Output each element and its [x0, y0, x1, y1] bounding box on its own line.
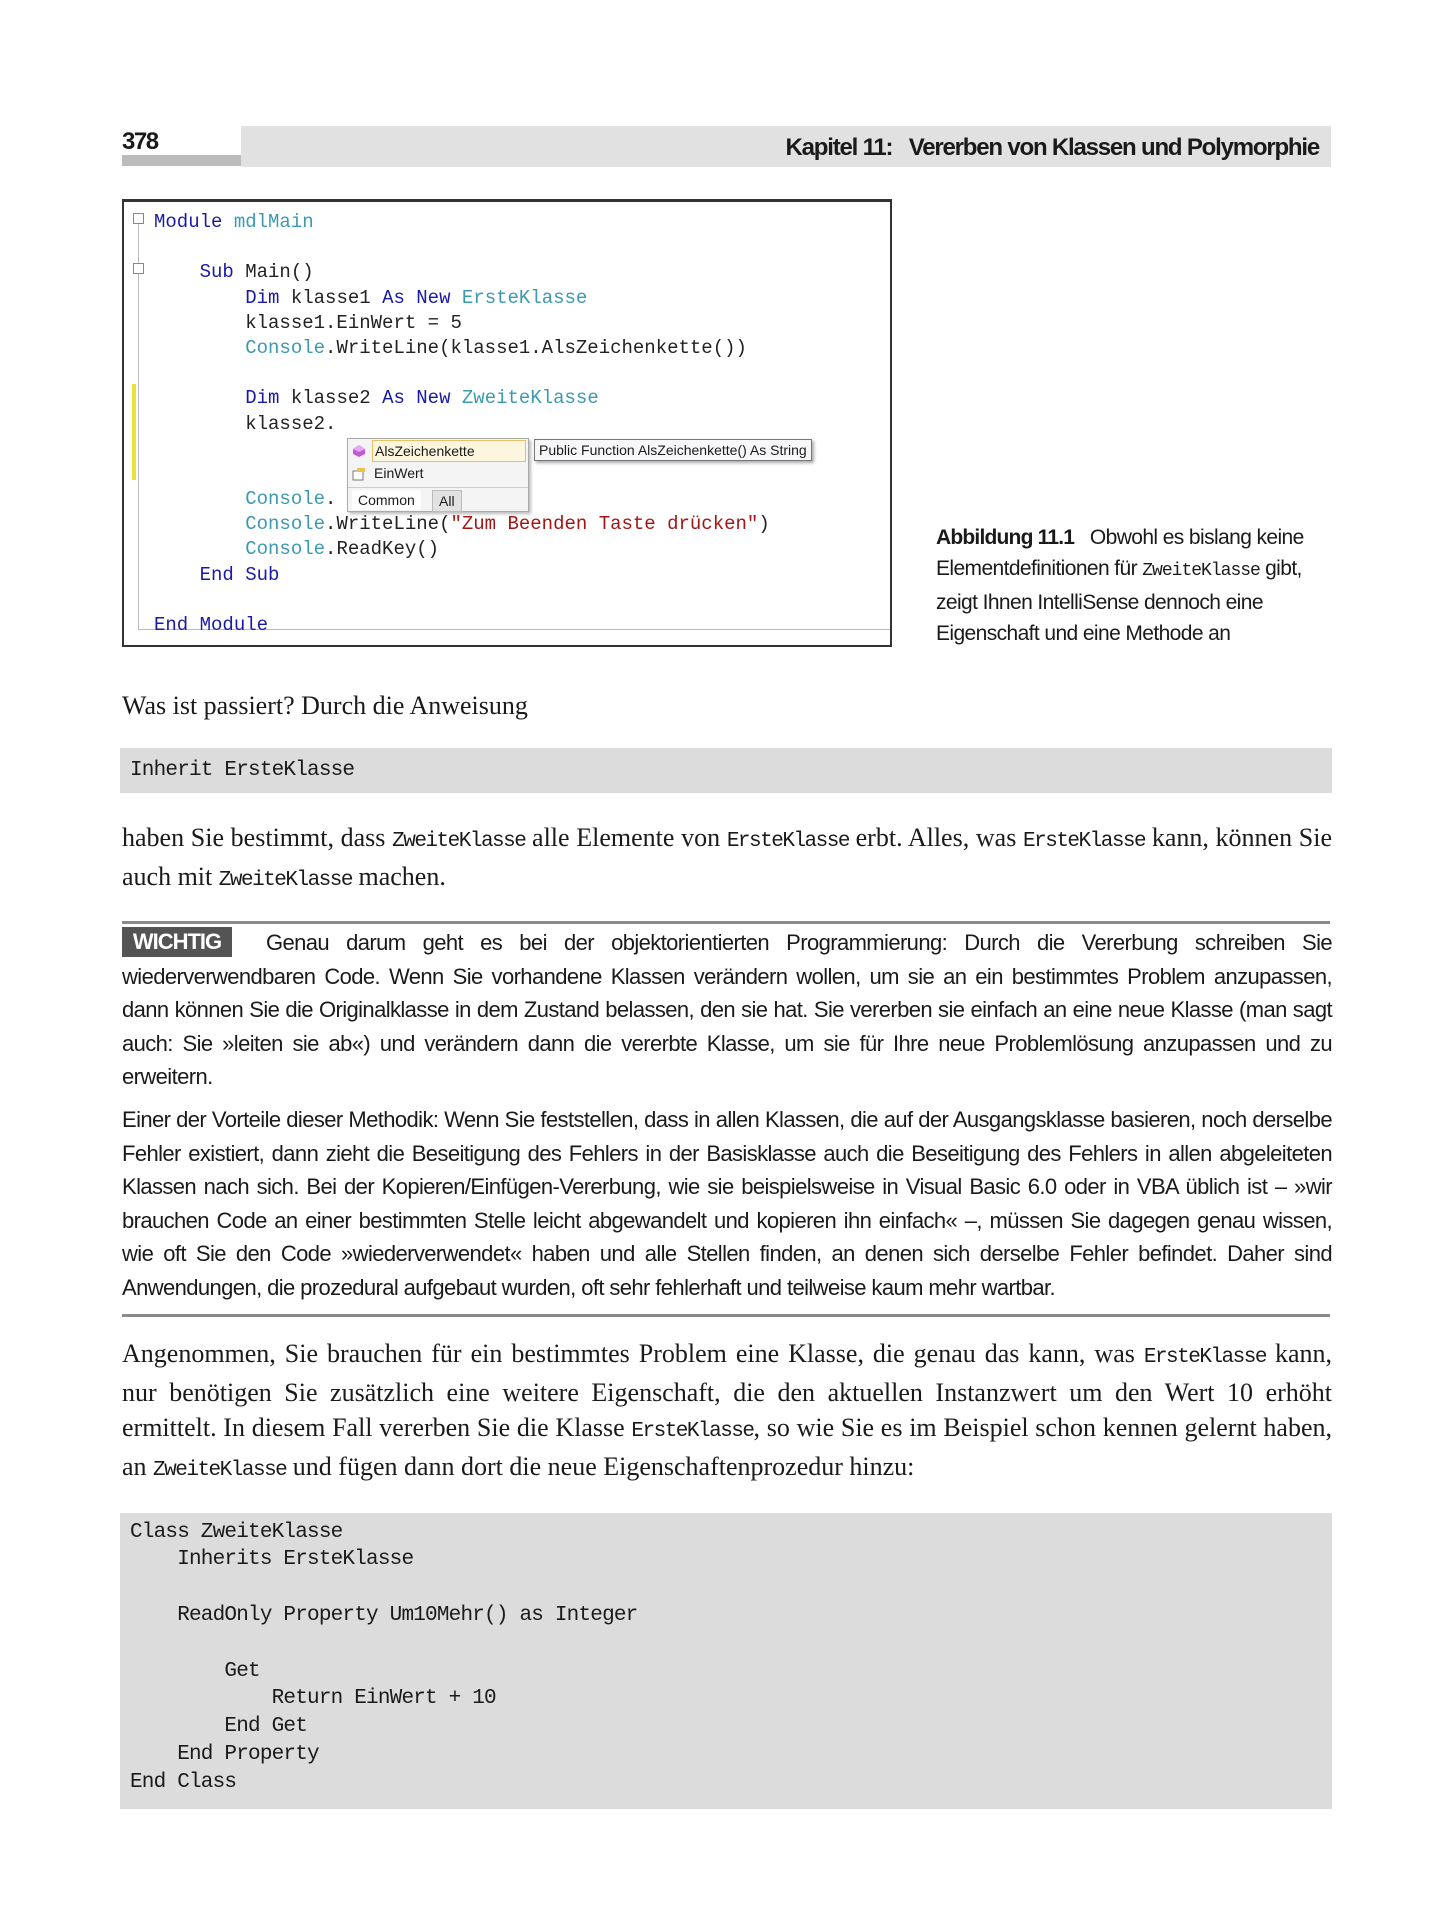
- intellisense-item[interactable]: [348, 463, 528, 485]
- code-token: [451, 287, 462, 309]
- code-token: New: [416, 286, 451, 309]
- tab-common[interactable]: Common: [352, 490, 421, 510]
- code-token: Dim: [245, 286, 280, 309]
- ide-screenshot-figure: [122, 199, 892, 647]
- code-block: [120, 1513, 1332, 1809]
- code-line: [154, 386, 770, 411]
- code-token: [154, 287, 245, 309]
- code-line: [154, 260, 770, 285]
- code-token: [154, 538, 245, 560]
- code-token: [154, 513, 245, 535]
- code-token: Dim: [245, 387, 280, 410]
- code-token: mdlMain: [233, 211, 314, 233]
- code-token: Console: [245, 513, 326, 536]
- code-token: [405, 387, 416, 409]
- note-bottom-rule: [122, 1314, 1330, 1317]
- code-token: .WriteLine(: [325, 513, 451, 536]
- intellisense-item[interactable]: [348, 440, 528, 462]
- code-token: Console: [245, 538, 326, 561]
- code-token: End Module: [154, 614, 269, 636]
- code-line: [154, 512, 770, 537]
- text-run: erbt. Alles, was: [848, 823, 1024, 852]
- code-token: Module: [154, 211, 234, 233]
- code-token: [154, 261, 200, 283]
- code-token: .: [325, 488, 337, 511]
- text-run: Angenommen, Sie brauchen für ein bestimmtes Problem eine Klasse, die genau das kann, was: [122, 1338, 1144, 1368]
- caption-text: Obwohl es bislang keine Elementdefinitionen für: [936, 526, 1304, 580]
- code-token: As: [382, 387, 405, 410]
- inline-code: ZweiteKlasse: [218, 869, 352, 892]
- code-token: klasse2: [279, 387, 383, 410]
- caption-text: gibt, zeigt Ihnen IntelliSense dennoch eine Eigenschaft und eine Methode an: [936, 557, 1302, 645]
- intellisense-item-label: AlsZeichenkette: [372, 440, 526, 462]
- code-token: [405, 287, 416, 309]
- code-text: Class ZweiteKlasse Inherits ErsteKlasse ReadOnly Property Um10Mehr() as Integer Get Return EinWert + 10 End Get End Property End Class: [130, 1520, 638, 1794]
- inline-code: ZweiteKlasse: [392, 830, 526, 853]
- note-text-1: Genau darum geht es bei der objektorientierten Programmierung: Durch die Vererbung schreiben Sie wiederverwendbaren Code. Wenn Sie vorhandene Klassen verändern wollen, um sie an ein bestimmtes Problem anzupassen, dann können Sie die Originalklasse in dem Zustand belassen, den sie hat. Sie vererben sie einfach an eine neue Klasse (man sagt auch: Sie »leiten sie ab«) und verändern dann die vererbte Klasse, um sie für Ihre neue Problemlösung anzupassen und zu erweitern.: [122, 930, 1332, 1090]
- inline-code: ErsteKlasse: [1143, 1345, 1266, 1369]
- signature-tooltip: Public Function AlsZeichenkette() As String: [534, 439, 812, 461]
- figure-caption: [936, 522, 1336, 649]
- inline-code: ZweiteKlasse: [153, 1458, 287, 1482]
- outline-gutter: [138, 220, 139, 630]
- text-run: machen.: [352, 862, 446, 891]
- intellisense-item-label: EinWert: [374, 465, 424, 481]
- code-text: Inherit ErsteKlasse: [130, 759, 355, 782]
- code-line: [154, 613, 770, 638]
- code-token: Console: [245, 336, 326, 359]
- code-token: "Zum Beenden Taste drücken": [450, 513, 759, 536]
- code-token: New: [416, 387, 451, 410]
- collapse-icon: [133, 263, 144, 274]
- body-content: [120, 688, 1332, 1809]
- code-token: ): [758, 513, 770, 536]
- changed-lines-marker: [132, 384, 136, 480]
- code-line: [154, 235, 770, 260]
- chapter-title: Kapitel 11: Vererben von Klassen und Polymorphie: [785, 134, 1319, 161]
- code-token: As: [382, 286, 405, 309]
- text-run: und fügen dann dort die neue Eigenschaftenprozedur hinzu:: [286, 1451, 915, 1481]
- inline-code: ErsteKlasse: [726, 830, 849, 853]
- code-line: [154, 336, 770, 361]
- page-number: 378: [122, 128, 158, 155]
- code-token: ZweiteKlasse: [461, 387, 599, 410]
- body-paragraph: [122, 1336, 1332, 1488]
- property-icon: [352, 467, 366, 481]
- code-token: End Sub: [199, 563, 280, 586]
- code-token: klasse2.: [154, 412, 337, 435]
- code-token: [154, 387, 245, 409]
- intellisense-tabs: [348, 487, 528, 512]
- text-run: alle Elemente von: [525, 823, 727, 852]
- code-token: [154, 337, 245, 359]
- code-line: [154, 588, 770, 613]
- intellisense-popup: [347, 438, 529, 512]
- note-text-2: Einer der Vorteile dieser Methodik: Wenn Sie feststellen, dass in allen Klassen, die auf der Ausgangsklasse basieren, noch derselbe Fehler existiert, dann zieht die Beseitigung des Fehlers in der Basisklasse auch die Beseitigung des Fehlers in allen abgeleiteten Klassen nach sich. Bei der Kopieren/Einfügen-Vererbung, wie sie beispielsweise in Visual Basic 6.0 oder in VBA üblich ist – »wir brauchen Code an einer bestimmten Stelle leicht abgewandelt und kopieren ihn einfach« –, müssen Sie dagegen genau wissen, wie oft Sie den Code »wiederverwendet« haben und alle Stellen finden, an denen sich derselbe Fehler befindet. Daher sind Anwendungen, die prozedural aufgebaut wurden, oft sehr fehlerhaft und teilweise kaum mehr wartbar.: [122, 1106, 1332, 1300]
- code-token: [154, 564, 200, 586]
- code-token: .WriteLine(klasse1.AlsZeichenkette()): [325, 336, 747, 359]
- code-line: [154, 361, 770, 386]
- note-top-rule: [122, 921, 1330, 924]
- code-line: [154, 286, 770, 311]
- text-run: kann, nur benötigen Sie zusätzlich eine weitere Eigenschaft, die den aktuellen Instanzwert um den Wert 10 erhöht ermittelt. In diesem Fall vererben Sie die Klasse: [122, 1338, 1332, 1442]
- figure-label: Abbildung 11.1: [936, 526, 1075, 549]
- tab-all[interactable]: All: [432, 490, 462, 512]
- method-icon: [352, 444, 366, 458]
- text-run: kann, können Sie auch mit: [122, 823, 1333, 891]
- text-run: haben Sie bestimmt, dass: [122, 823, 393, 852]
- code-token: Main(): [233, 261, 314, 284]
- code-line: [154, 563, 770, 588]
- code-line: [154, 537, 770, 562]
- running-header: [241, 126, 1331, 167]
- text-run: Was ist passiert? Durch die Anweisung: [122, 691, 528, 720]
- body-paragraph: [122, 688, 1332, 723]
- body-paragraph: [122, 820, 1332, 898]
- code-token: .ReadKey(): [325, 538, 440, 561]
- caption-code: ZweiteKlasse: [1142, 561, 1260, 581]
- text-run: , so wie Sie es im Beispiel schon kennen gelernt haben, an: [122, 1412, 1332, 1481]
- code-line: [154, 210, 770, 235]
- code-token: klasse1.EinWert = 5: [154, 311, 462, 334]
- code-token: Console: [245, 488, 326, 511]
- code-line: [154, 412, 770, 437]
- inline-code: ErsteKlasse: [631, 1419, 754, 1443]
- code-token: [451, 387, 462, 409]
- collapse-icon: [133, 213, 144, 224]
- code-editor: [154, 210, 770, 638]
- code-block: [120, 748, 1332, 793]
- code-line: [154, 311, 770, 336]
- inline-code: ErsteKlasse: [1023, 830, 1146, 853]
- code-token: klasse1: [279, 286, 383, 309]
- note-badge: WICHTIG: [122, 927, 232, 957]
- note-box: [122, 926, 1332, 1305]
- code-token: ErsteKlasse: [461, 286, 588, 309]
- page-number-bar: [122, 155, 241, 166]
- code-token: [154, 488, 245, 510]
- code-token: Sub: [199, 261, 234, 284]
